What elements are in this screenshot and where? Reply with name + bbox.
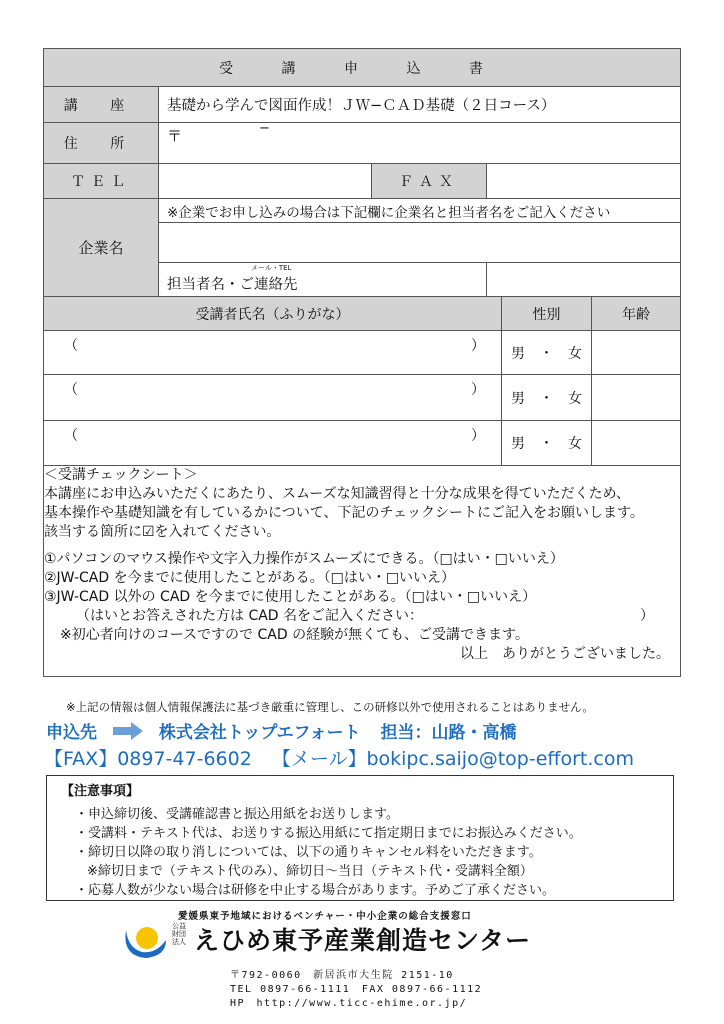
privacy-note: ※上記の情報は個人情報保護法に基づき厳重に管理し、この研修以外で使用されることはありません。 [66, 700, 594, 714]
notice-item-3: ・締切日以降の取り消しについては、以下の通りキャンセル料をいただきます。 [75, 845, 542, 860]
check-question-2[interactable]: ②JW-CAD を今までに使用したことがある。（□はい・□いいえ） [44, 570, 456, 586]
org-badge: 公益財団法人 [172, 922, 186, 946]
company-note: ※企業でお申し込みの場合は下記欄に企業名と担当者名をご記入ください [159, 199, 681, 223]
attendee-name-field-3[interactable]: （ ） [44, 421, 502, 466]
notice-item-4: ※締切日まで（テキスト代のみ）、締切日〜当日（テキスト代・受講料全額） [87, 864, 533, 879]
checksheet-intro-3: 該当する箇所に☑を入れてください。 [44, 524, 281, 540]
notice-item-1: ・申込締切後、受講確認書と振込用紙をお送りします。 [75, 807, 399, 822]
address-label: 住 所 [44, 123, 159, 164]
company-name-field[interactable] [159, 223, 681, 263]
footer-telfax: TEL 0897-66-1111 FAX 0897-66-1112 [230, 984, 483, 995]
footer-hp[interactable]: HP http://www.ticc-ehime.or.jp/ [230, 998, 468, 1009]
apply-contact-line [44, 744, 634, 771]
checksheet-thanks: 以上 ありがとうございました。 [460, 646, 671, 662]
org-name: えひめ東予産業創造センター [194, 926, 532, 955]
checksheet [44, 466, 681, 677]
notice-item-2: ・受講料・テキスト代は、お送りする振込用紙にて指定期日までにお振込みください。 [75, 826, 582, 841]
check-question-1[interactable]: ①パソコンのマウス操作や文字入力操作がスムーズにできる。（□はい・□いいえ） [44, 551, 564, 567]
postal-dash: − [259, 121, 270, 136]
fax-label: ＦＡＸ [372, 164, 487, 199]
notice-box [46, 775, 674, 901]
apply-label: 申込先 [46, 723, 97, 743]
age-header: 年齢 [592, 297, 681, 331]
apply-mail[interactable]: 【メール】bokipc.saijo@top-effort.com [271, 748, 634, 770]
sex-options-1[interactable]: 男 ・ 女 [502, 331, 592, 375]
apply-line [46, 718, 517, 745]
age-field-2[interactable] [592, 375, 681, 421]
contact-label: 担当者名・ご連絡先 [167, 277, 298, 293]
attendee-name-field-2[interactable]: （ ） [44, 375, 502, 421]
organization-logo-icon [122, 920, 168, 964]
attendee-header: 受講者氏名（ふりがな） [44, 297, 502, 331]
sex-header: 性別 [502, 297, 592, 331]
contact-field[interactable] [487, 263, 681, 297]
contact-label-cell [159, 263, 487, 297]
checksheet-note: ※初心者向けのコースですので CAD の経験が無くても、ご受講できます。 [60, 627, 529, 643]
apply-contact: 担当：山路・高橋 [380, 723, 517, 743]
course-value: 基礎から学んで図面作成！ＪＷ−ＣＡＤ基礎（２日コース） [159, 87, 681, 123]
footer-address: 〒792-0060 新居浜市大生院 2151-10 [230, 970, 454, 981]
checksheet-intro-2: 基本操作や基礎知識を有しているかについて、下記のチェックシートにご記入をお願いします。 [44, 505, 644, 521]
tel-field[interactable] [159, 164, 372, 199]
notice-item-5: ・応募人数が少ない場合は研修を中止する場合があります。予めご了承ください。 [75, 883, 555, 898]
checksheet-title: ＜受講チェックシート＞ [44, 467, 198, 483]
check-question-3[interactable]: ③JW-CAD 以外の CAD を今までに使用したことがある。（□はい・□いいえ） [44, 589, 537, 605]
age-field-3[interactable] [592, 421, 681, 466]
course-label: 講 座 [44, 87, 159, 123]
company-label: 企業名 [44, 199, 159, 297]
apply-fax[interactable]: 【FAX】0897-47-6602 [44, 748, 252, 770]
arrow-right-icon [113, 722, 143, 745]
application-form [43, 48, 681, 677]
sex-options-3[interactable]: 男 ・ 女 [502, 421, 592, 466]
postal-mark: 〒 [167, 127, 183, 145]
notice-title: 【注意事項】 [61, 784, 140, 799]
check-question-3-sub[interactable]: （はいとお答えされた方は CAD 名をご記入ください： ） [76, 608, 654, 624]
age-field-1[interactable] [592, 331, 681, 375]
contact-ruby: メール・TEL [251, 264, 292, 272]
apply-company: 株式会社トップエフォート [158, 723, 361, 743]
footer-tagline: 愛媛県東予地域におけるベンチャー・中小企業の総合支援窓口 [178, 911, 472, 922]
attendee-name-field-1[interactable]: （ ） [44, 331, 502, 375]
sex-options-2[interactable]: 男 ・ 女 [502, 375, 592, 421]
address-field[interactable] [159, 123, 681, 164]
form-title: 受 講 申 込 書 [44, 49, 681, 87]
tel-label: ＴＥＬ [44, 164, 159, 199]
checksheet-intro-1: 本講座にお申込みいただくにあたり、スムーズな知識習得と十分な成果を得ていただくため、 [44, 486, 631, 502]
fax-field[interactable] [487, 164, 681, 199]
